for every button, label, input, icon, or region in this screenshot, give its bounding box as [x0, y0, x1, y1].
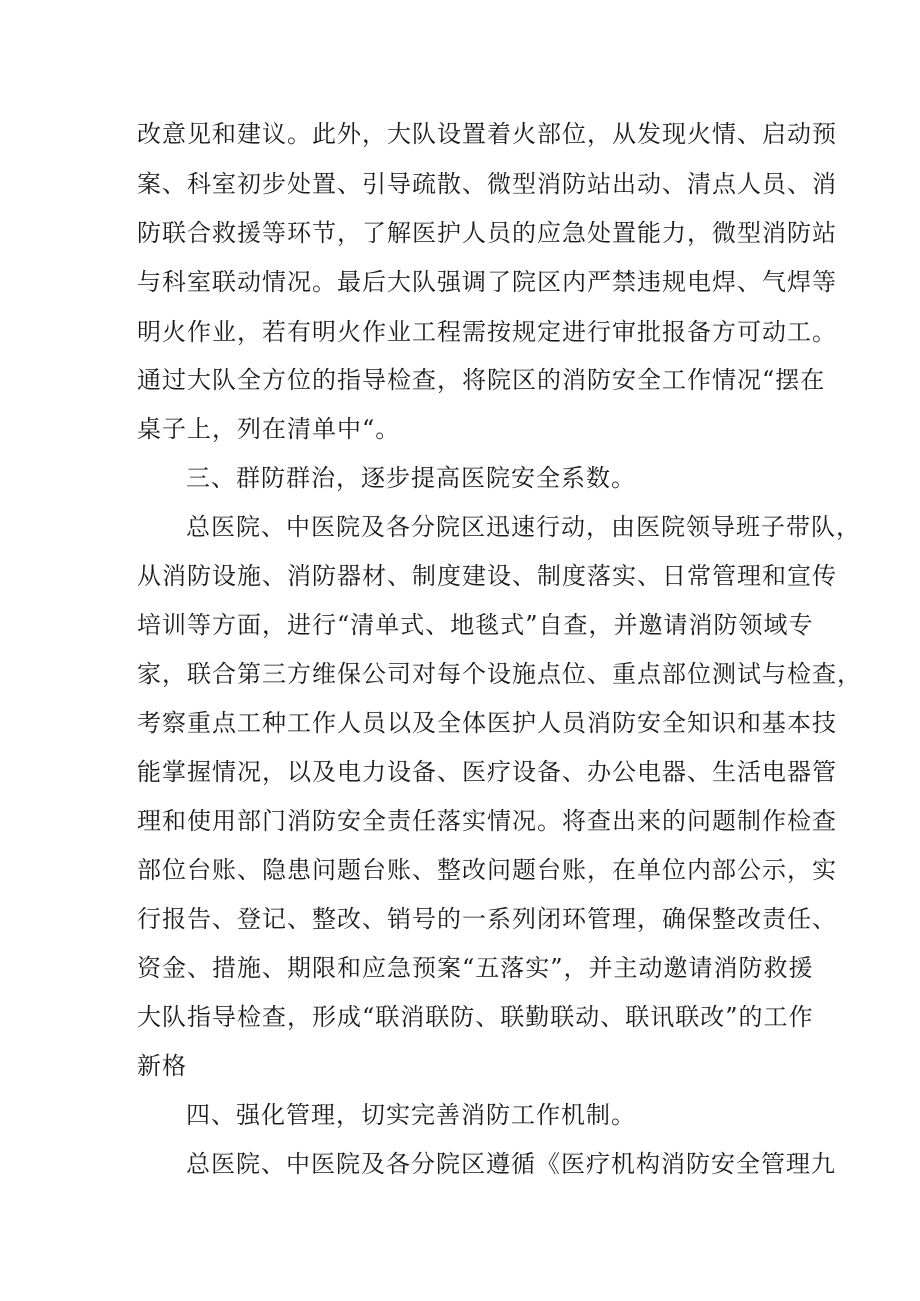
section-heading: 三、群防群治，逐步提高医院安全系数。 [186, 464, 636, 492]
section-heading: 四、强化管理，切实完善消防工作机制。 [186, 1101, 636, 1129]
paragraph-line: 改意见和建议。此外，大队设置着火部位，从发现火情、启动预 [137, 120, 837, 148]
paragraph-line: 培训等方面，进行“清单式、地毯式”自查，并邀请消防领域专 [137, 611, 814, 639]
paragraph-line: 总医院、中医院及各分院区遵循《医疗机构消防安全管理九 [186, 1150, 836, 1178]
paragraph-line: 大队指导检查，形成“联消联防、联勤联动、联讯联改”的工作 [137, 1003, 814, 1031]
paragraph-line: 部位台账、隐患问题台账、整改问题台账，在单位内部公示，实 [137, 856, 837, 884]
paragraph-line: 行报告、登记、整改、销号的一系列闭环管理，确保整改责任、 [137, 905, 837, 933]
paragraph-line: 资金、措施、期限和应急预案“五落实”，并主动邀请消防救援 [137, 954, 814, 982]
paragraph-line: 能掌握情况，以及电力设备、医疗设备、办公电器、生活电器管 [137, 758, 837, 786]
paragraph-line: 理和使用部门消防安全责任落实情况。将查出来的问题制作检查 [137, 807, 837, 835]
paragraph-line: 案、科室初步处置、引导疏散、微型消防站出动、清点人员、消 [137, 170, 837, 198]
paragraph-line: 桌子上，列在清单中“。 [137, 415, 401, 443]
paragraph-line: 家，联合第三方维保公司对每个设施点位、重点部位测试与检查， [137, 660, 862, 688]
paragraph-line: 新格 [137, 1052, 187, 1080]
paragraph-line: 考察重点工种工作人员以及全体医护人员消防安全知识和基本技 [137, 709, 837, 737]
paragraph-line: 总医院、中医院及各分院区迅速行动，由医院领导班子带队， [186, 513, 861, 541]
paragraph-line: 从消防设施、消防器材、制度建设、制度落实、日常管理和宣传 [137, 562, 837, 590]
paragraph-line: 明火作业，若有明火作业工程需按规定进行审批报备方可动工。 [137, 318, 837, 346]
paragraph-line: 与科室联动情况。最后大队强调了院区内严禁违规电焊、气焊等 [137, 268, 837, 296]
paragraph-line: 防联合救援等环节，了解医护人员的应急处置能力，微型消防站 [137, 219, 837, 247]
paragraph-line: 通过大队全方位的指导检查，将院区的消防安全工作情况“摆在 [137, 366, 826, 394]
